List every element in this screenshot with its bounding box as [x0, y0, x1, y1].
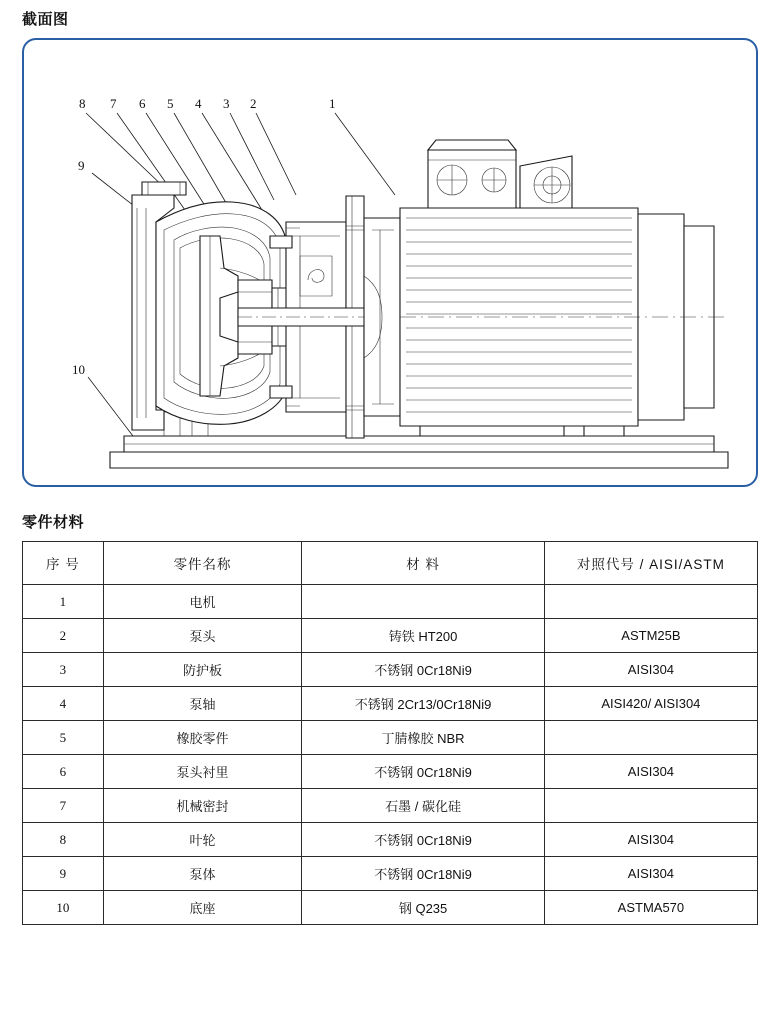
cell-part-name: 泵轴 [103, 687, 301, 721]
callout-label-7: 7 [110, 96, 117, 111]
cell-part-name: 机械密封 [103, 789, 301, 823]
table-row [23, 585, 758, 619]
cell-part-name: 橡胶零件 [103, 721, 301, 755]
callout-label-3: 3 [223, 96, 230, 111]
table-row [23, 653, 758, 687]
table-row [23, 823, 758, 857]
cell-standard: AISI304 [544, 755, 757, 789]
pump-cross-section-svg [24, 40, 758, 481]
cell-index: 3 [23, 653, 104, 687]
cell-standard [544, 585, 757, 619]
cell-material [302, 585, 545, 619]
cell-part-name: 泵头衬里 [103, 755, 301, 789]
callout-label-5: 5 [167, 96, 174, 111]
cell-material: 不锈钢 0Cr18Ni9 [302, 857, 545, 891]
table-row [23, 755, 758, 789]
cell-index: 10 [23, 891, 104, 925]
cell-material: 不锈钢 0Cr18Ni9 [302, 823, 545, 857]
table-row [23, 721, 758, 755]
cell-standard [544, 721, 757, 755]
cell-part-name: 防护板 [103, 653, 301, 687]
cell-standard: AISI304 [544, 823, 757, 857]
cell-index: 4 [23, 687, 104, 721]
header-cell-part-name: 零件名称 [103, 542, 301, 585]
callout-label-2: 2 [250, 96, 257, 111]
cell-material: 铸铁 HT200 [302, 619, 545, 653]
cell-index: 8 [23, 823, 104, 857]
table-row [23, 891, 758, 925]
cell-material: 钢 Q235 [302, 891, 545, 925]
fan-cover [520, 156, 572, 208]
parts-section-title: 零件材料 [22, 514, 85, 531]
cell-standard: ASTM25B [544, 619, 757, 653]
cell-standard [544, 789, 757, 823]
cell-part-name: 底座 [103, 891, 301, 925]
cell-index: 5 [23, 721, 104, 755]
cell-material: 石墨 / 碳化硅 [302, 789, 545, 823]
cell-part-name: 泵头 [103, 619, 301, 653]
cell-index: 9 [23, 857, 104, 891]
header-cell-material: 材 料 [302, 542, 545, 585]
callout-label-4: 4 [195, 96, 202, 111]
callout-label-6: 6 [139, 96, 146, 111]
cell-material: 丁腈橡胶 NBR [302, 721, 545, 755]
terminal-box [428, 140, 516, 208]
base-plate [110, 436, 728, 468]
cross-section-drawing-frame [22, 38, 758, 487]
drawing-section-title: 截面图 [22, 11, 69, 28]
callout-label-9: 9 [78, 158, 85, 173]
table-header-row [23, 542, 758, 585]
cell-standard: ASTMA570 [544, 891, 757, 925]
callout-label-8: 8 [79, 96, 86, 111]
cell-index: 7 [23, 789, 104, 823]
cell-part-name: 电机 [103, 585, 301, 619]
cell-part-name: 叶轮 [103, 823, 301, 857]
callout-label-1: 1 [329, 96, 336, 111]
table-row [23, 687, 758, 721]
cell-standard: AISI420/ AISI304 [544, 687, 757, 721]
cell-part-name: 泵体 [103, 857, 301, 891]
header-cell-standard: 对照代号 / AISI/ASTM [544, 542, 757, 585]
cell-standard: AISI304 [544, 653, 757, 687]
cell-material: 不锈钢 0Cr18Ni9 [302, 653, 545, 687]
table-row [23, 619, 758, 653]
cell-material: 不锈钢 0Cr18Ni9 [302, 755, 545, 789]
cell-material: 不锈钢 2Cr13/0Cr18Ni9 [302, 687, 545, 721]
parts-material-table [22, 541, 758, 925]
header-cell-index: 序 号 [23, 542, 104, 585]
cell-index: 2 [23, 619, 104, 653]
table-row [23, 789, 758, 823]
cell-index: 6 [23, 755, 104, 789]
callout-label-10: 10 [72, 362, 85, 377]
cell-standard: AISI304 [544, 857, 757, 891]
cell-index: 1 [23, 585, 104, 619]
table-row [23, 857, 758, 891]
